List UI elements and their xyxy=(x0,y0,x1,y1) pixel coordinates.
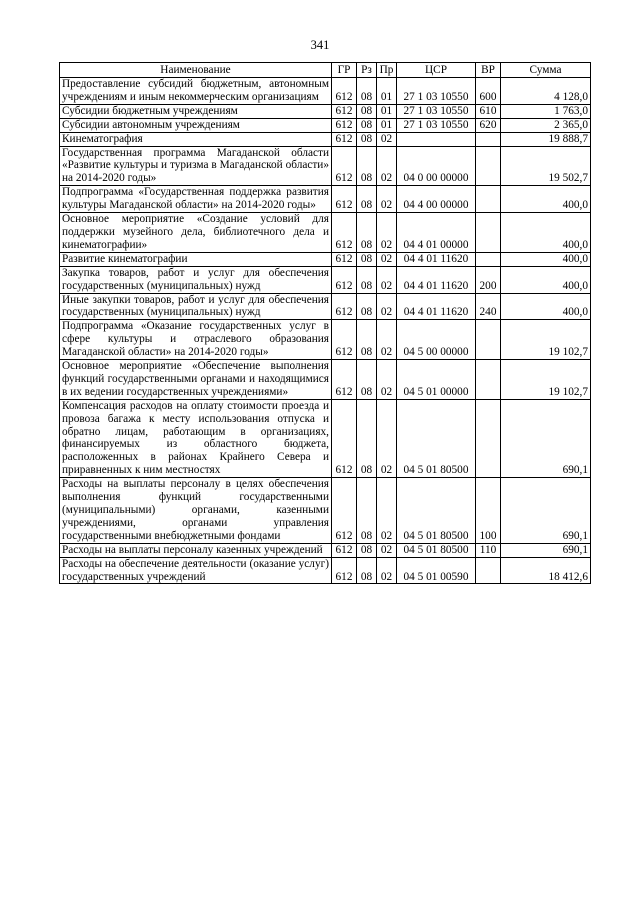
cell-vr xyxy=(476,146,501,186)
cell-sum: 690,1 xyxy=(501,478,591,544)
cell-csr: 04 5 01 00000 xyxy=(397,360,476,400)
header-pr: Пр xyxy=(377,63,397,78)
table-row xyxy=(60,78,591,105)
cell-rz: 08 xyxy=(357,118,377,132)
cell-rz: 08 xyxy=(357,104,377,118)
cell-rz: 08 xyxy=(357,543,377,557)
cell-name: Компенсация расходов на оплату стоимости проезда и провоза багажа к месту использования отпуска и обратно лицам, работающим в организациях, финансируемых из областного бюджета, расположенных в районах Крайнего Севера и приравненных к ним местностях xyxy=(60,399,332,477)
cell-name: Субсидии автономным учреждениям xyxy=(60,118,332,132)
cell-pr: 01 xyxy=(377,118,397,132)
cell-pr: 02 xyxy=(377,360,397,400)
cell-pr: 02 xyxy=(377,132,397,146)
cell-vr xyxy=(476,360,501,400)
header-sum: Сумма xyxy=(501,63,591,78)
cell-sum: 2 365,0 xyxy=(501,118,591,132)
header-rz: Рз xyxy=(357,63,377,78)
cell-gr: 612 xyxy=(332,266,357,293)
cell-rz: 08 xyxy=(357,478,377,544)
cell-gr: 612 xyxy=(332,320,357,360)
cell-csr: 27 1 03 10550 xyxy=(397,78,476,105)
cell-vr xyxy=(476,320,501,360)
cell-csr: 04 4 01 11620 xyxy=(397,293,476,320)
cell-gr: 612 xyxy=(332,252,357,266)
cell-gr: 612 xyxy=(332,146,357,186)
cell-csr: 04 4 01 00000 xyxy=(397,213,476,253)
cell-csr: 04 5 01 80500 xyxy=(397,399,476,477)
cell-rz: 08 xyxy=(357,266,377,293)
cell-pr: 01 xyxy=(377,104,397,118)
cell-sum: 18 412,6 xyxy=(501,557,591,584)
cell-gr: 612 xyxy=(332,132,357,146)
cell-rz: 08 xyxy=(357,132,377,146)
cell-vr xyxy=(476,213,501,253)
cell-csr: 04 4 00 00000 xyxy=(397,186,476,213)
cell-vr xyxy=(476,132,501,146)
cell-pr: 02 xyxy=(377,213,397,253)
cell-pr: 02 xyxy=(377,293,397,320)
table-row xyxy=(60,543,591,557)
cell-name: Иные закупки товаров, работ и услуг для обеспечения государственных (муниципальных) нужд xyxy=(60,293,332,320)
cell-vr: 240 xyxy=(476,293,501,320)
cell-gr: 612 xyxy=(332,104,357,118)
cell-rz: 08 xyxy=(357,557,377,584)
cell-csr: 04 5 01 80500 xyxy=(397,543,476,557)
header-vr: ВР xyxy=(476,63,501,78)
cell-sum: 19 888,7 xyxy=(501,132,591,146)
cell-vr: 620 xyxy=(476,118,501,132)
cell-name: Закупка товаров, работ и услуг для обеспечения государственных (муниципальных) нужд xyxy=(60,266,332,293)
cell-rz: 08 xyxy=(357,146,377,186)
cell-name: Подпрограмма «Оказание государственных услуг в сфере культуры и отраслевого образования Магаданской области» на 2014-2020 годы» xyxy=(60,320,332,360)
cell-name: Основное мероприятие «Обеспечение выполнения функций государственными органами и находящимися в их ведении государственных учреждениями» xyxy=(60,360,332,400)
cell-pr: 02 xyxy=(377,320,397,360)
table-row xyxy=(60,399,591,477)
cell-vr: 600 xyxy=(476,78,501,105)
table-row xyxy=(60,360,591,400)
cell-csr: 04 5 00 00000 xyxy=(397,320,476,360)
table-header-row xyxy=(60,63,591,78)
cell-rz: 08 xyxy=(357,320,377,360)
cell-csr: 04 4 01 11620 xyxy=(397,266,476,293)
cell-name: Расходы на выплаты персоналу в целях обеспечения выполнения функций государственными (муниципальными) органами, казенными учреждениями, органами управления государственными внебюджетными фондами xyxy=(60,478,332,544)
cell-rz: 08 xyxy=(357,213,377,253)
cell-name: Основное мероприятие «Создание условий для поддержки музейного дела, библиотечного дела и кинематографии» xyxy=(60,213,332,253)
cell-sum: 690,1 xyxy=(501,543,591,557)
cell-vr: 110 xyxy=(476,543,501,557)
cell-pr: 02 xyxy=(377,146,397,186)
cell-csr: 27 1 03 10550 xyxy=(397,118,476,132)
cell-gr: 612 xyxy=(332,78,357,105)
cell-sum: 400,0 xyxy=(501,213,591,253)
cell-name: Расходы на выплаты персоналу казенных учреждений xyxy=(60,543,332,557)
cell-gr: 612 xyxy=(332,543,357,557)
cell-name: Расходы на обеспечение деятельности (оказание услуг) государственных учреждений xyxy=(60,557,332,584)
cell-sum: 19 502,7 xyxy=(501,146,591,186)
cell-rz: 08 xyxy=(357,399,377,477)
cell-sum: 690,1 xyxy=(501,399,591,477)
cell-name: Предоставление субсидий бюджетным, автономным учреждениям и иным некоммерческим организациям xyxy=(60,78,332,105)
cell-vr xyxy=(476,557,501,584)
cell-pr: 02 xyxy=(377,266,397,293)
cell-gr: 612 xyxy=(332,399,357,477)
cell-rz: 08 xyxy=(357,252,377,266)
header-gr: ГР xyxy=(332,63,357,78)
cell-rz: 08 xyxy=(357,78,377,105)
cell-rz: 08 xyxy=(357,293,377,320)
cell-vr xyxy=(476,252,501,266)
cell-pr: 02 xyxy=(377,186,397,213)
cell-csr: 04 5 01 00590 xyxy=(397,557,476,584)
cell-sum: 19 102,7 xyxy=(501,360,591,400)
cell-vr: 100 xyxy=(476,478,501,544)
table-row xyxy=(60,146,591,186)
cell-pr: 02 xyxy=(377,399,397,477)
cell-csr: 04 4 01 11620 xyxy=(397,252,476,266)
cell-sum: 4 128,0 xyxy=(501,78,591,105)
cell-pr: 02 xyxy=(377,478,397,544)
cell-name: Субсидии бюджетным учреждениям xyxy=(60,104,332,118)
header-csr: ЦСР xyxy=(397,63,476,78)
cell-gr: 612 xyxy=(332,478,357,544)
cell-vr xyxy=(476,186,501,213)
cell-gr: 612 xyxy=(332,360,357,400)
cell-name: Кинематография xyxy=(60,132,332,146)
table-row xyxy=(60,266,591,293)
cell-gr: 612 xyxy=(332,557,357,584)
cell-csr: 04 0 00 00000 xyxy=(397,146,476,186)
table-row xyxy=(60,557,591,584)
cell-name: Подпрограмма «Государственная поддержка развития культуры Магаданской области» на 2014-2020 годы» xyxy=(60,186,332,213)
cell-vr: 200 xyxy=(476,266,501,293)
table-row xyxy=(60,213,591,253)
cell-rz: 08 xyxy=(357,360,377,400)
budget-table xyxy=(59,62,591,584)
table-row xyxy=(60,104,591,118)
cell-pr: 02 xyxy=(377,252,397,266)
cell-sum: 1 763,0 xyxy=(501,104,591,118)
cell-gr: 612 xyxy=(332,213,357,253)
cell-sum: 400,0 xyxy=(501,252,591,266)
cell-sum: 400,0 xyxy=(501,186,591,213)
cell-csr xyxy=(397,132,476,146)
cell-sum: 400,0 xyxy=(501,293,591,320)
cell-csr: 27 1 03 10550 xyxy=(397,104,476,118)
cell-gr: 612 xyxy=(332,186,357,213)
cell-sum: 400,0 xyxy=(501,266,591,293)
page-number: 341 xyxy=(310,38,330,52)
header-name: Наименование xyxy=(60,63,332,78)
cell-vr: 610 xyxy=(476,104,501,118)
cell-sum: 19 102,7 xyxy=(501,320,591,360)
cell-gr: 612 xyxy=(332,293,357,320)
table-row xyxy=(60,293,591,320)
cell-pr: 02 xyxy=(377,557,397,584)
cell-name: Развитие кинематографии xyxy=(60,252,332,266)
cell-pr: 01 xyxy=(377,78,397,105)
cell-rz: 08 xyxy=(357,186,377,213)
cell-pr: 02 xyxy=(377,543,397,557)
table-row xyxy=(60,478,591,544)
cell-gr: 612 xyxy=(332,118,357,132)
table-row xyxy=(60,132,591,146)
cell-vr xyxy=(476,399,501,477)
table-row xyxy=(60,186,591,213)
table-row xyxy=(60,320,591,360)
table-row xyxy=(60,118,591,132)
cell-name: Государственная программа Магаданской области «Развитие культуры и туризма в Магаданской области» на 2014-2020 годы» xyxy=(60,146,332,186)
table-row xyxy=(60,252,591,266)
cell-csr: 04 5 01 80500 xyxy=(397,478,476,544)
